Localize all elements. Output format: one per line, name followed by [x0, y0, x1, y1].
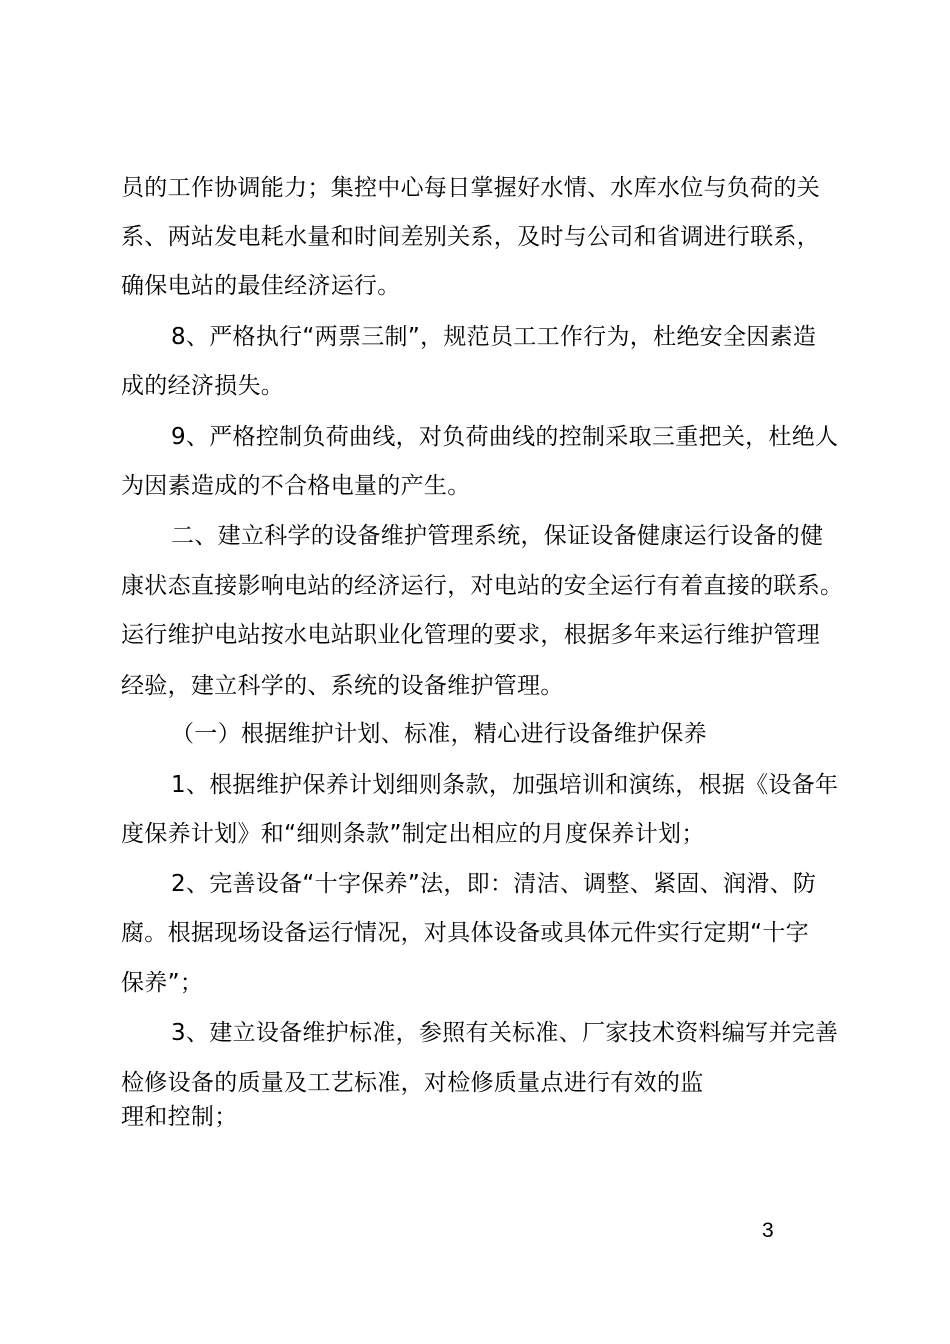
text-line: 员的工作协调能力；集控中心每日掌握好水情、水库水位与负荷的关	[121, 175, 820, 201]
text-line: 成的经济损失。	[121, 373, 285, 399]
text-line: 运行维护电站按水电站职业化管理的要求，根据多年来运行维护管理	[121, 622, 820, 648]
text-line: 康状态直接影响电站的经济运行，对电站的安全运行有着直接的联系。	[121, 573, 844, 599]
subsection-heading: （一）根据维护计划、标准，精心进行设备维护保养	[171, 721, 707, 747]
text-line: 8、严格执行“两票三制”，规范员工工作行为，杜绝安全因素造	[171, 324, 817, 350]
text-line: 理和控制；	[121, 1104, 238, 1130]
text-line: 检修设备的质量及工艺标准，对检修质量点进行有效的监	[121, 1070, 704, 1096]
text-line: 2、完善设备“十字保养”法，即：清洁、调整、紧固、润滑、防	[171, 871, 817, 897]
text-line: 3、建立设备维护标准，参照有关标准、厂家技术资料编写并完善	[171, 1020, 839, 1046]
text-line: 9、严格控制负荷曲线，对负荷曲线的控制采取三重把关，杜绝人	[171, 424, 839, 450]
text-line: 1、根据维护保养计划细则条款，加强培训和演练，根据《设备年	[171, 772, 839, 798]
text-line: 系、两站发电耗水量和时间差别关系，及时与公司和省调进行联系，	[121, 224, 820, 250]
text-line: 经验，建立科学的、系统的设备维护管理。	[121, 673, 564, 699]
page-number: 3	[762, 1219, 774, 1242]
text-line: 度保养计划》和“细则条款”制定出相应的月度保养计划；	[121, 821, 705, 847]
text-line: 确保电站的最佳经济运行。	[121, 273, 401, 299]
text-line: 保养”；	[121, 970, 204, 996]
text-line: 为因素造成的不合格电量的产生。	[121, 473, 471, 499]
section-heading: 二、建立科学的设备维护管理系统，保证设备健康运行设备的健	[171, 523, 824, 549]
text-line: 腐。根据现场设备运行情况，对具体设备或具体元件实行定期“十字	[121, 920, 809, 946]
